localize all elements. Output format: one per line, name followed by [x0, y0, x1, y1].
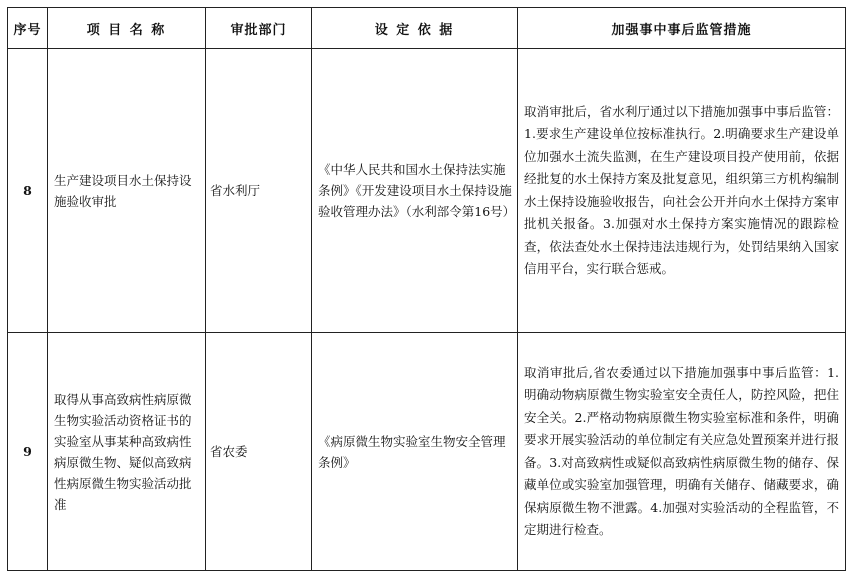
header-legal-basis: 设 定 依 据 — [312, 8, 518, 49]
row-legal-basis: 《病原微生物实验室生物安全管理条例》 — [312, 333, 518, 571]
header-index: 序号 — [8, 8, 48, 49]
header-supervision-measures: 加强事中事后监管措施 — [518, 8, 846, 49]
table-row — [8, 333, 846, 571]
row-approval-dept: 省水利厅 — [206, 49, 312, 333]
row-supervision-measures: 取消审批后,省农委通过以下措施加强事中事后监管：1.明确动物病原微生物实验室安全责任人，防控风险，把住安全关。2.严格动物病原微生物实验室标准和条件，明确要求开展实验活动的单位制定有关应急处置预案并进行报备。3.对高致病性或疑似高致病性病原微生物的储存、保藏单位或实验室加强管理，明确有关储存、储藏要求，确保病原微生物不泄露。4.加强对实验活动的全程监管，不定期进行检查。 — [518, 333, 846, 571]
table-row — [8, 49, 846, 333]
approval-items-table — [7, 7, 846, 571]
header-approval-dept: 审批部门 — [206, 8, 312, 49]
row-item-name: 生产建设项目水土保持设施验收审批 — [48, 49, 206, 333]
table-header-row — [8, 8, 846, 49]
approval-table-container — [7, 7, 845, 569]
header-item-name: 项 目 名 称 — [48, 8, 206, 49]
row-item-name: 取得从事高致病性病原微生物实验活动资格证书的实验室从事某种高致病性病原微生物、疑似高致病性病原微生物实验活动批准 — [48, 333, 206, 571]
row-approval-dept: 省农委 — [206, 333, 312, 571]
row-legal-basis: 《中华人民共和国水土保持法实施条例》《开发建设项目水土保持设施验收管理办法》（水利部令第16号） — [312, 49, 518, 333]
row-index: 8 — [8, 49, 48, 333]
row-supervision-measures: 取消审批后，省水利厅通过以下措施加强事中事后监管：1.要求生产建设单位按标准执行。2.明确要求生产建设单位加强水土流失监测，在生产建设项目投产使用前，依据经批复的水土保持方案及批复意见，组织第三方机构编制水土保持设施验收报告，向社会公开并向水土保持方案审批机关报备。3.加强对水土保持方案实施情况的跟踪检查，依法查处水土保持违法违规行为，处罚结果纳入国家信用平台，实行联合惩戒。 — [518, 49, 846, 333]
row-index: 9 — [8, 333, 48, 571]
